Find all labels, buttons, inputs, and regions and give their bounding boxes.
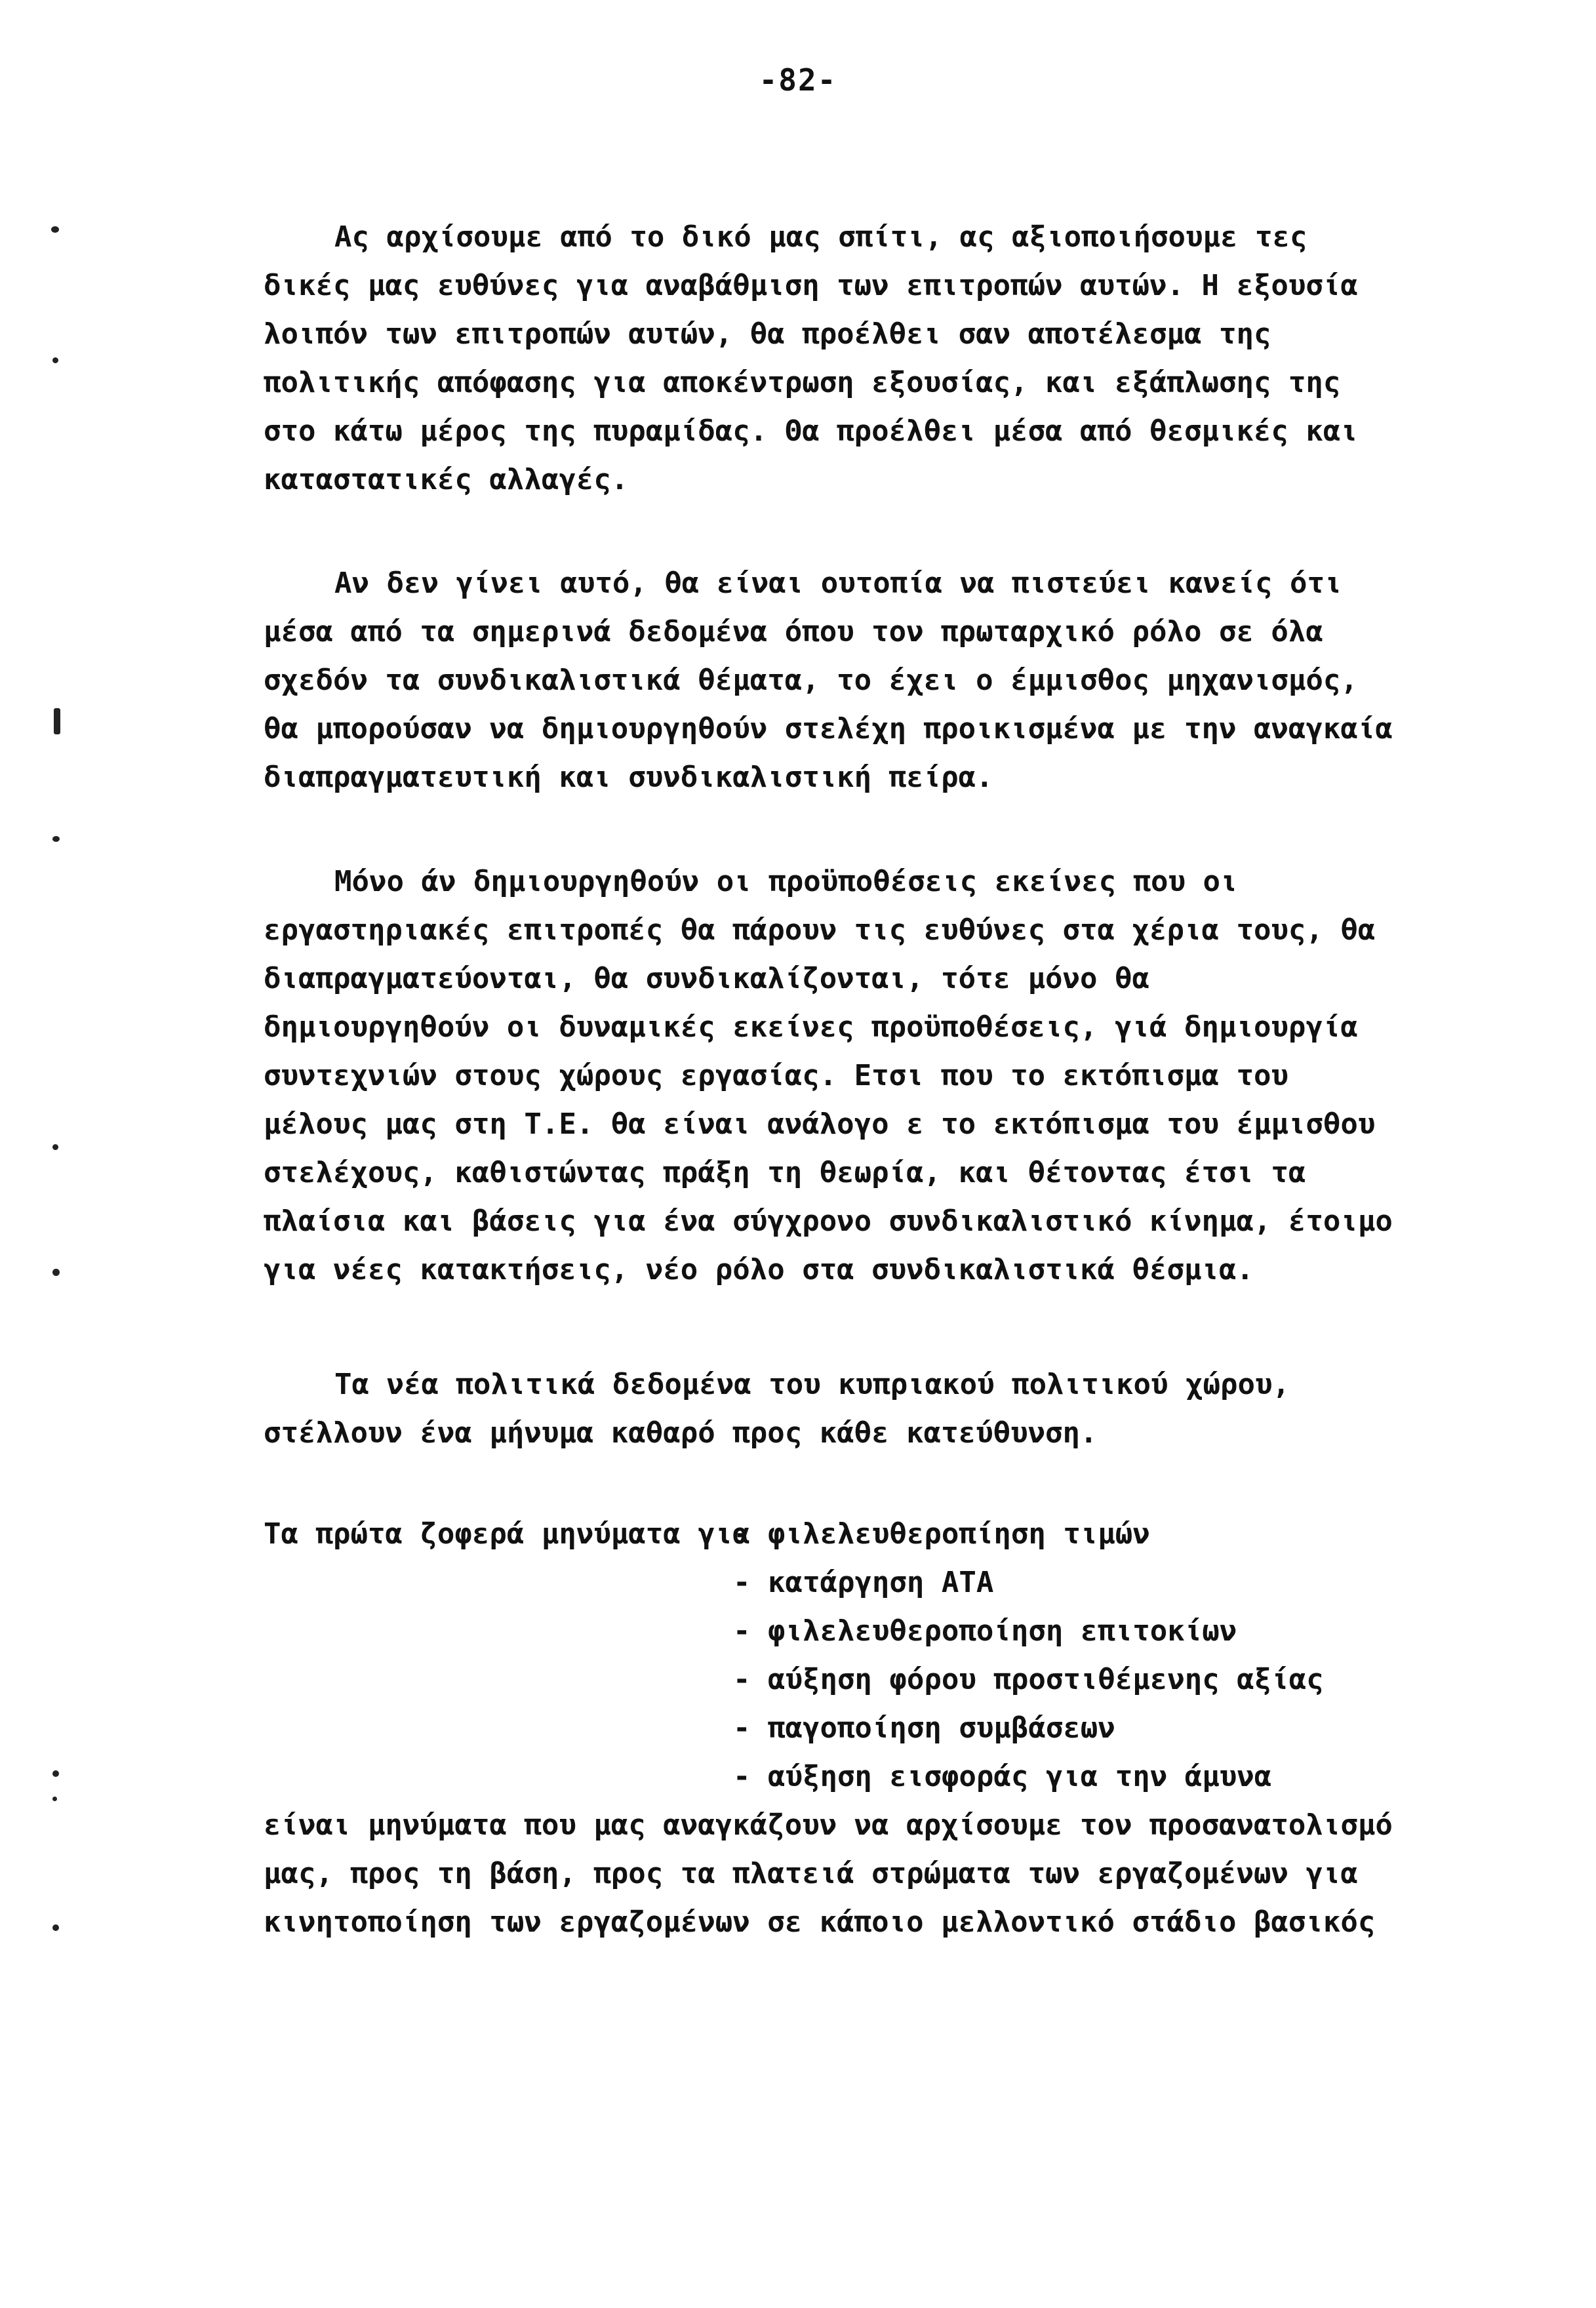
list-item: - κατάργηση ΑΤΑ (733, 1566, 994, 1599)
paragraph-line: κινητοποίηση των εργαζομένων σε κάποιο μελλοντικό στάδιο βασικός (264, 1905, 1376, 1939)
list-item: - φιλελευθεροποίηση επιτοκίων (733, 1614, 1237, 1648)
paragraph-line: διαπραγματεύονται, θα συνδικαλίζονται, τότε μόνο θα (264, 962, 1150, 995)
paragraph-3 (264, 858, 1393, 1294)
paragraph-2 (264, 559, 1393, 802)
paragraph-line: στέλλουν ένα μήνυμα καθαρό προς κάθε κατεύθυνση. (264, 1416, 1098, 1450)
margin-speck (52, 1269, 60, 1276)
bullet-list (264, 1510, 1378, 1801)
margin-speck (52, 357, 58, 363)
paragraph-line: δημιουργηθούν οι δυναμικές εκείνες προϋποθέσεις, γιά δημιουργία (264, 1010, 1358, 1044)
paragraph-line: στο κάτω μέρος της πυραμίδας. Θα προέλθει μέσα από θεσμικές και (264, 414, 1358, 448)
paragraph-line: διαπραγματευτική και συνδικαλιστική πείρα. (264, 761, 993, 794)
margin-speck (52, 1797, 57, 1801)
closing-paragraph (264, 1801, 1393, 1947)
paragraph-line: είναι μηνύματα που μας αναγκάζουν να αρχίσουμε τον προσανατολισμό (264, 1808, 1393, 1842)
paragraph-1 (264, 213, 1378, 504)
list-item-text: - φιλελευθεροπίηση τιμών (733, 1517, 1150, 1551)
page-number: -82- (759, 62, 837, 98)
paragraph-line: μέσα από τα σημερινά δεδομένα όπου τον πρωταρχικό ρόλο σε όλα (264, 615, 1323, 648)
paragraph-line: μέλους μας στη Τ.Ε. θα είναι ανάλογο ε το εκτόπισμα του έμμισθου (264, 1107, 1376, 1141)
margin-speck (52, 836, 60, 842)
list-item: - αύξηση φόρου προστιθέμενης αξίας (733, 1663, 1324, 1696)
margin-speck (51, 226, 59, 233)
list-item: - αύξηση εισφοράς για την άμυνα (733, 1760, 1272, 1793)
paragraph-line: συντεχνιών στους χώρους εργασίας. Ετσι που το εκτόπισμα του (264, 1059, 1288, 1092)
paragraph-line: Μόνο άν δημιουργηθούν οι προϋποθέσεις εκείνες που οι (334, 865, 1238, 898)
list-item (264, 1510, 1378, 1559)
paragraph-line: πολιτικής απόφασης για αποκέντρωση εξουσίας, και εξάπλωσης της (264, 366, 1341, 399)
margin-speck (52, 1144, 58, 1150)
paragraph-line: στελέχους, καθιστώντας πράξη τη θεωρία, και θέτοντας έτσι τα (264, 1156, 1306, 1189)
paragraph-4 (264, 1361, 1378, 1458)
paragraph-line: θα μπορούσαν να δημιουργηθούν στελέχη προικισμένα με την αναγκαία (264, 712, 1393, 746)
margin-speck (52, 1770, 59, 1777)
list-lead-text: Τα πρώτα ζοφερά μηνύματα για (264, 1517, 750, 1551)
paragraph-line: καταστατικές αλλαγές. (264, 463, 629, 496)
paragraph-line: εργαστηριακές επιτροπές θα πάρουν τις ευθύνες στα χέρια τους, θα (264, 913, 1376, 947)
margin-speck (52, 1924, 59, 1931)
paragraph-line: δικές μας ευθύνες για αναβάθμιση των επιτροπών αυτών. Η εξουσία (264, 269, 1358, 302)
margin-speck (54, 708, 60, 734)
paragraph-line: Τα νέα πολιτικά δεδομένα του κυπριακού πολιτικού χώρου, (334, 1368, 1290, 1401)
paragraph-line: για νέες κατακτήσεις, νέο ρόλο στα συνδικαλιστικά θέσμια. (264, 1253, 1254, 1286)
paragraph-line: πλαίσια και βάσεις για ένα σύγχρονο συνδικαλιστικό κίνημα, έτοιμο (264, 1204, 1393, 1238)
paragraph-line: Αν δεν γίνει αυτό, θα είναι ουτοπία να πιστεύει κανείς ότι (334, 567, 1342, 600)
paragraph-line: μας, προς τη βάση, προς τα πλατειά στρώματα των εργαζομένων για (264, 1857, 1358, 1890)
paragraph-line: σχεδόν τα συνδικαλιστικά θέματα, το έχει ο έμμισθος μηχανισμός, (264, 664, 1358, 697)
paragraph-line: Ας αρχίσουμε από το δικό μας σπίτι, ας αξιοποιήσουμε τες (334, 220, 1307, 254)
list-item: - παγοποίηση συμβάσεων (733, 1711, 1115, 1745)
paragraph-line: λοιπόν των επιτροπών αυτών, θα προέλθει σαν αποτέλεσμα της (264, 317, 1271, 351)
